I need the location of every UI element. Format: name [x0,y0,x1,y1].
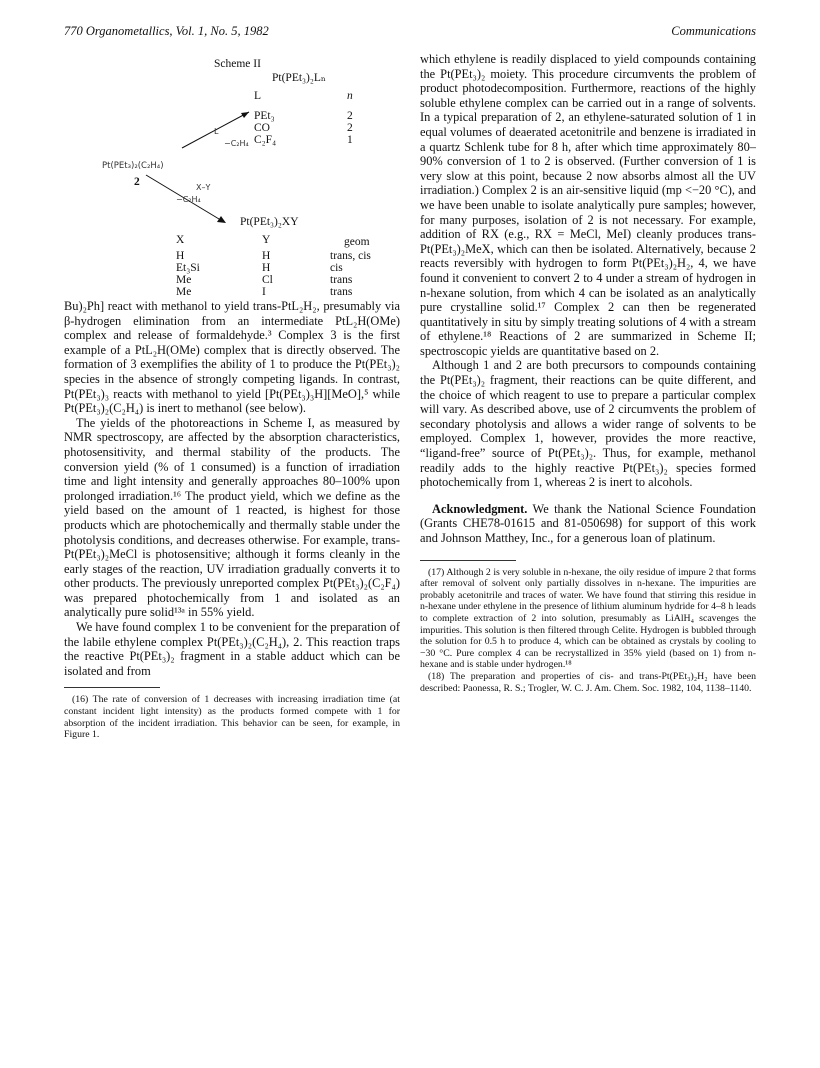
footnote-rule-right [420,560,516,561]
arrow-up-loss: −C₂H₄ [224,139,249,148]
xy-row-3-geom: trans [330,274,353,286]
footnote-18: (18) The preparation and properties of cis- and trans-Pt(PEt₃)₂H₂ have been described: Paonessa, R. S.; Trogler, W. C. J. Am. Chem. Soc. 1982, 104, 1138–1140. [420,670,756,694]
L-row-3-ligand: C₂F₄ [254,134,277,146]
footnote-17: (17) Although 2 is very soluble in n-hexane, the oily residue of impure 2 that forms after removal of solvent only partially dissolves in n-hexane. The impurities are probably acetonitrile and traces of water. We have found that stirring this residue in n-hexane under ethylene in the presence of lithium aluminum hydride for 4–8 h leads to complete extraction of 2 into solution, presumably as LiAlH₄ scavenges the impurities. This solution is then filtered through Celite. Hydrogen is bubbled through the solution for 0.5 h to produce 4, which can be obtained as crystals by cooling to −30 °C. Pure complex 4 can be recrystallized in 35% yield (based on 1) from n-hexane and is stable under hydrogen.¹⁸ [420,566,756,671]
arrow-up-reagent: L [214,127,219,136]
arrow-down-loss: −C₂H₄ [176,195,201,204]
ack-body: We thank the National Science Foundation (Grants CHE78-01615 and 81-050698) for support of this work and Johnson Matthey, Inc., for a generous loan of platinum. [420,501,756,545]
col-header-X: X [176,234,185,246]
acknowledgment [420,502,756,546]
bottom-formula: Pt(PEt₃)₂XY [240,216,299,228]
page-header [64,24,756,42]
L-row-1-n: 2 [347,110,353,122]
left-paragraph-2: The yields of the photoreactions in Scheme I, as measured by NMR spectroscopy, are affected by the absorption characteristics, photosensitivity, and thermal stability of the products. The conversion yield (% of 1 consumed) is a function of irradiation time and light intensity and generally approaches 80–100% upon prolonged irradiation.¹⁶ The product yield, which we define as the yield based on the amount of 1 reacted, is highest for those products which are photochemically and thermally stable under the photolysis conditions, and decreases otherwise. For example, trans-Pt(PEt₃)₂MeCl is photosensitive; although it forms cleanly in the early stages of the reaction, UV irradiation gradually converts it to other products. The previously unreported complex Pt(PEt₃)₂(C₂F₄) was prepared photochemically from 1 and isolated as an analytically pure solid¹³ᵃ in 55% yield. [64,415,400,620]
arrow-down-reagent: X–Y [196,183,211,192]
running-head-left: 770 Organometallics, Vol. 1, No. 5, 1982 [64,24,269,38]
col-header-n: n [347,90,353,102]
scheme-ii [64,52,400,298]
left-column [64,52,400,741]
xy-row-2-geom: cis [330,262,343,274]
xy-row-4-Y: I [262,286,266,298]
L-row-2-ligand: CO [254,122,270,134]
xy-row-4-X: Me [176,286,192,298]
col-header-Y: Y [262,234,271,246]
col-header-L: L [254,90,262,102]
left-paragraph-1: Bu)₂Ph] react with methanol to yield trans-PtL₂H₂, presumably via β-hydrogen elimination from an intermediate PtL₂H(OMe) complex and release of formaldehyde.³ Complex 3 is the first example of a PtL₂H(OMe) complex that is directly observed. The formation of 3 exemplifies the ability of 1 to produce the Pt(PEt₃)₂ species in the absence of strongly competing ligands. In contrast, Pt(PEt₃)₃ reacts with methanol to yield [Pt(PEt₃)₃H][MeO],⁵ while Pt(PEt₃)₂(C₂H₄) is inert to methanol (see below). [64,299,400,416]
xy-row-3-X: Me [176,274,192,286]
right-paragraph-2: Although 1 and 2 are both precursors to compounds containing the Pt(PEt₃)₂ fragment, their reactions can be quite different, and the choice of which reagent to use to prepare a particular complex will vary. As described above, use of 2 circumvents the problem of secondary photolysis and allows a wider range of solvents to be employed. Complex 1, however, provides the more reactive, “ligand-free” source of Pt(PEt₃)₂. Thus, for example, methanol readily adds to the highly reactive Pt(PEt₃)₂ species formed photochemically from 1, whereas 2 is inert to alcohols. [420,358,756,490]
xy-row-1-Y: H [262,250,271,262]
L-row-2-n: 2 [347,122,353,134]
footnote-rule [64,687,160,688]
xy-row-3-Y: Cl [262,274,273,286]
xy-row-1-geom: trans, cis [330,250,371,262]
right-column [420,52,756,694]
xy-row-2-X: Et₃Si [176,262,200,274]
footnote-16: (16) The rate of conversion of 1 decreases with increasing irradiation time (at constant incident light intensity) as the products formed compete with 1 for absorption of the incident irradiation. This behavior can be seen, for example, in Figure 1. [64,694,400,741]
start-formula: Pt(PEt₃)₂(C₂H₄) [102,161,164,171]
right-paragraph-1: which ethylene is readily displaced to yield compounds containing the Pt(PEt₃)₂ moiety. This procedure circumvents the problem of product photodecomposition. Furthermore, reactions of the highly soluble ethylene complex can be carried out in a range of solvents. In a typical preparation of 2, an ethylene-saturated solution of 1 in equal volumes of deaerated acetonitrile and benzene is irradiated in a quartz Schlenk tube for 8 h, after which time approximately 80–90% conversion of 1 to 2 is observed. (Further conversion of 1 is very slow at this point, because 2 now absorbs almost all the UV irradiation.) Complex 2 is an air-sensitive liquid (mp <−20 °C), and we have been unable to isolate analytically pure samples; however, for many purposes, isolation of 2 is not necessary. For example, addition of RX (e.g., RX = MeCl, MeI) cleanly produces trans-Pt(PEt₃)₂MeX, which can then be isolated. Alternatively, because 2 reacts reversibly with hydrogen to form Pt(PEt₃)₂H₂, 4, we have found it convenient to convert 2 to 4 under a stream of hydrogen in n-hexane solution, from which 4 can be isolated as an analytically pure crystalline solid.¹⁷ Complex 2 can then be regenerated quantitatively in situ by simply treating solutions of 4 with a stream of ethylene.¹⁸ Reactions of 2 are summarized in Scheme II; spectroscopic yields are quantitative based on 2. [420,52,756,358]
running-head-right: Communications [671,24,756,38]
arrow-up-head [241,112,249,118]
xy-row-2-Y: H [262,262,271,274]
ack-title: Acknowledgment. [432,501,528,516]
arrow-down-head [217,216,226,223]
col-header-geom: geom [344,236,370,248]
start-number: 2 [134,176,140,188]
left-paragraph-3: We have found complex 1 to be convenient for the preparation of the labile ethylene complex Pt(PEt₃)₂(C₂H₄), 2. This reaction traps the reactive Pt(PEt₃)₂ fragment in a stable adduct which can be isolated and from [64,620,400,678]
xy-row-1-X: H [176,250,185,262]
L-row-1-ligand: PEt₃ [254,110,275,122]
L-row-3-n: 1 [347,134,353,146]
top-formula: Pt(PEt₃)₂Lₙ [272,72,326,84]
xy-row-4-geom: trans [330,286,353,298]
scheme-title: Scheme II [214,58,261,70]
